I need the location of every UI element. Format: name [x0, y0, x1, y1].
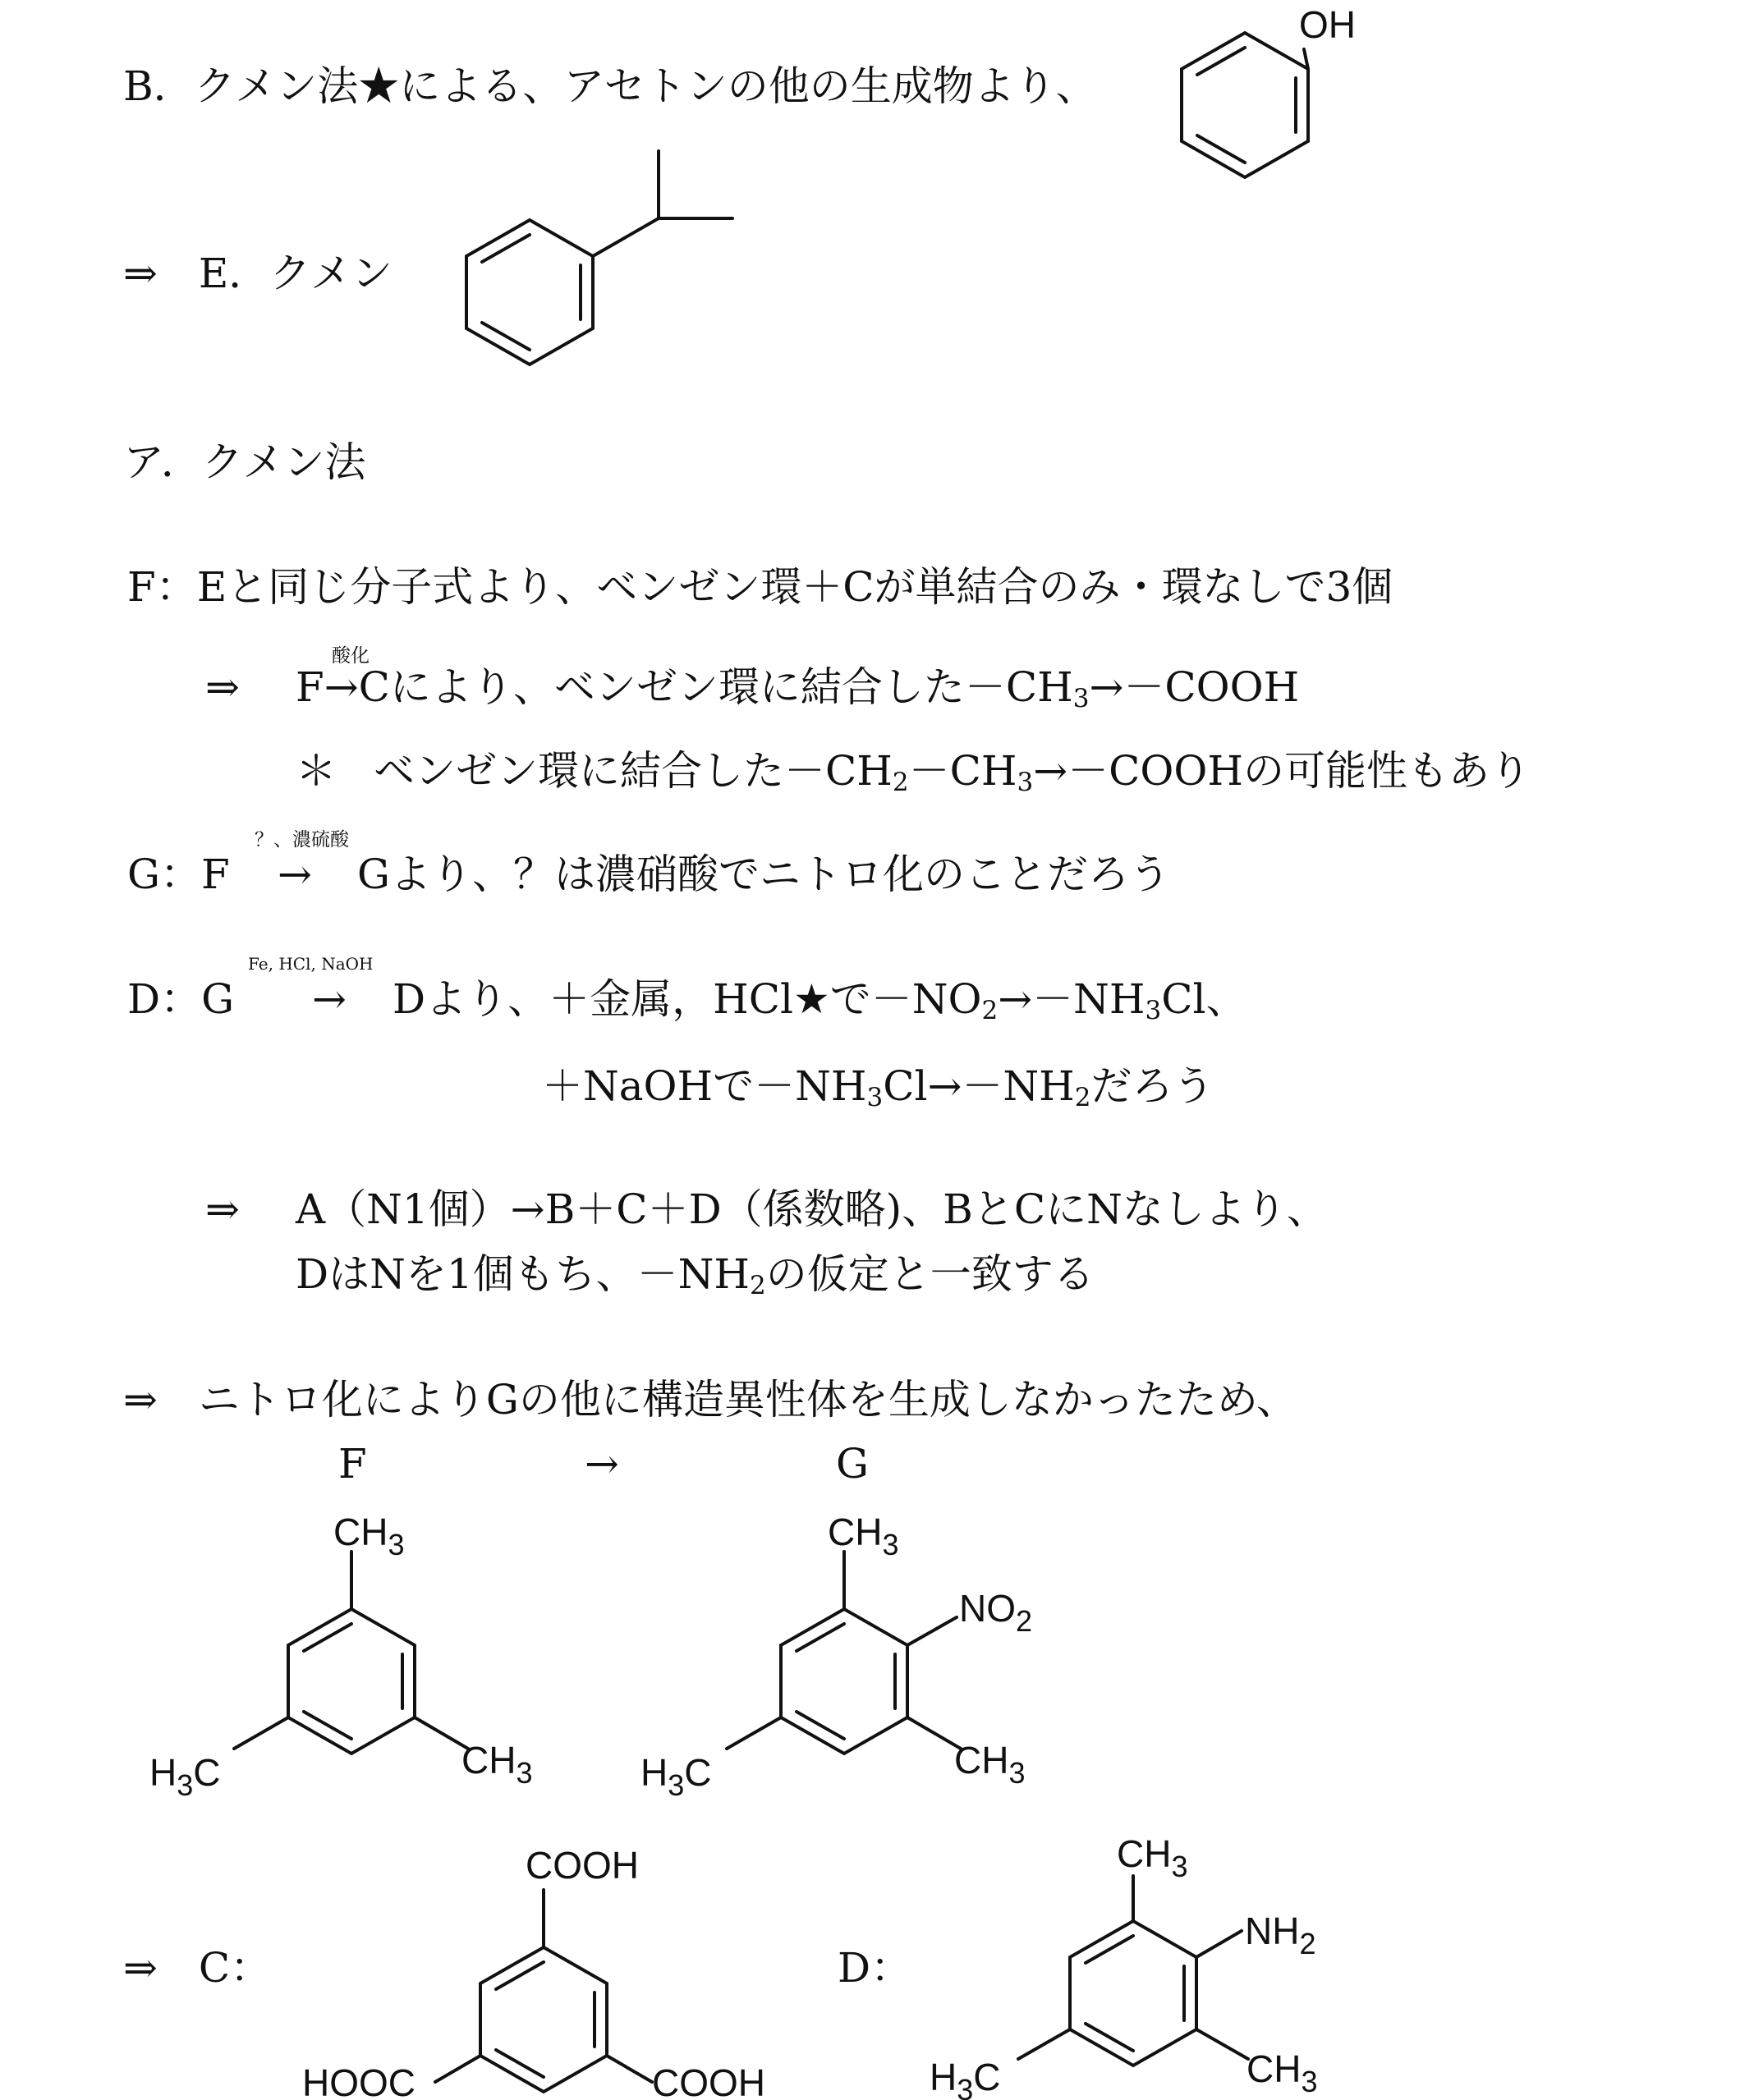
text-g-line: Gより、？は濃硝酸でニトロ化のことだろう [357, 851, 1170, 898]
ch3-right-label: $CH_3$ [954, 1739, 1026, 1790]
text-g-prefix: G：F [127, 851, 230, 898]
d-reagent-label: Fe, HCl, NaOH [248, 954, 374, 974]
text-abcd-line-2: DはNを1個もち、$-NH_2$の仮定と一致する [296, 1250, 1095, 1300]
h3c-left-label: $H_3C$ [930, 2056, 1001, 2100]
cumene-structure [443, 140, 755, 378]
text-d-line: Dより、＋金属，HCl★で$-NO_2\to-NH_3Cl$、 [393, 975, 1247, 1025]
ch3-top-label: $CH_3$ [828, 1511, 899, 1561]
oh-label: OH [1299, 3, 1356, 46]
text-fc-line: F→Cにより、ベンゼン環に結合した$-CH_3\to-COOH$ [296, 663, 1300, 713]
h3c-left-label: $H_3C$ [640, 1751, 712, 1802]
text-b-line: B．クメン法★による、アセトンの他の生成物より、 [123, 62, 1097, 110]
d-structure [920, 1831, 1380, 2100]
text-note-line: ベンゼン環に結合した$-CH_2-CH_3\to-COOH$の可能性もあり [374, 747, 1531, 797]
g-structure [632, 1502, 1092, 1814]
text-a-line: ア．クメン法 [123, 438, 366, 486]
implies-arrow-2: ⇒ [205, 1185, 240, 1233]
nh2-label: $NH_2$ [1245, 1910, 1316, 1960]
text-c-label: ⇒ C： [123, 1944, 272, 1992]
ch3-right-label: $CH_3$ [1246, 2047, 1318, 2098]
phenol-structure [1117, 0, 1396, 189]
g-reaction-arrow: → [278, 851, 312, 898]
label-f: F [338, 1440, 367, 1488]
no2-label: $NO_2$ [959, 1587, 1033, 1638]
d-reaction-arrow: → [312, 975, 347, 1023]
cooh-top-label: COOH [526, 1844, 639, 1887]
text-d-label: D： [838, 1944, 912, 1992]
oxidation-label: 酸化 [332, 645, 370, 667]
text-nitration-line: ⇒ ニトロ化によりGの他に構造異性体を生成しなかったため、 [123, 1376, 1297, 1424]
text-d-prefix: D：G [127, 975, 235, 1023]
ch3-top-label: $CH_3$ [333, 1511, 405, 1561]
ch3-right-label: $CH_3$ [461, 1739, 533, 1790]
text-f-line: F：Eと同じ分子式より、ベンゼン環＋Cが単結合のみ・環なしで3個 [127, 563, 1393, 611]
text-abcd-line: A（N1個）→B＋C＋D（係数略)、BとCにNなしより、 [296, 1185, 1328, 1233]
text-d2-line: ＋NaOHで$-NH_3Cl\to-NH_2$だろう [542, 1062, 1214, 1112]
c-structure [287, 1831, 797, 2100]
text-e-line: ⇒ E．クメン [123, 250, 393, 297]
f-structure [140, 1502, 567, 1814]
cooh-right-label: COOH [652, 2061, 765, 2100]
ch3-top-label: $CH_3$ [1117, 1832, 1188, 1883]
hooc-left-label: HOOC [302, 2061, 415, 2100]
g-reagent-label: ？、濃硫酸 [255, 829, 349, 851]
label-reaction-arrow: → [585, 1440, 619, 1488]
implies-arrow: ⇒ [205, 663, 240, 711]
label-g: G [836, 1440, 869, 1488]
h3c-left-label: $H_3C$ [149, 1751, 221, 1802]
asterisk-mark: ＊ [296, 747, 337, 795]
